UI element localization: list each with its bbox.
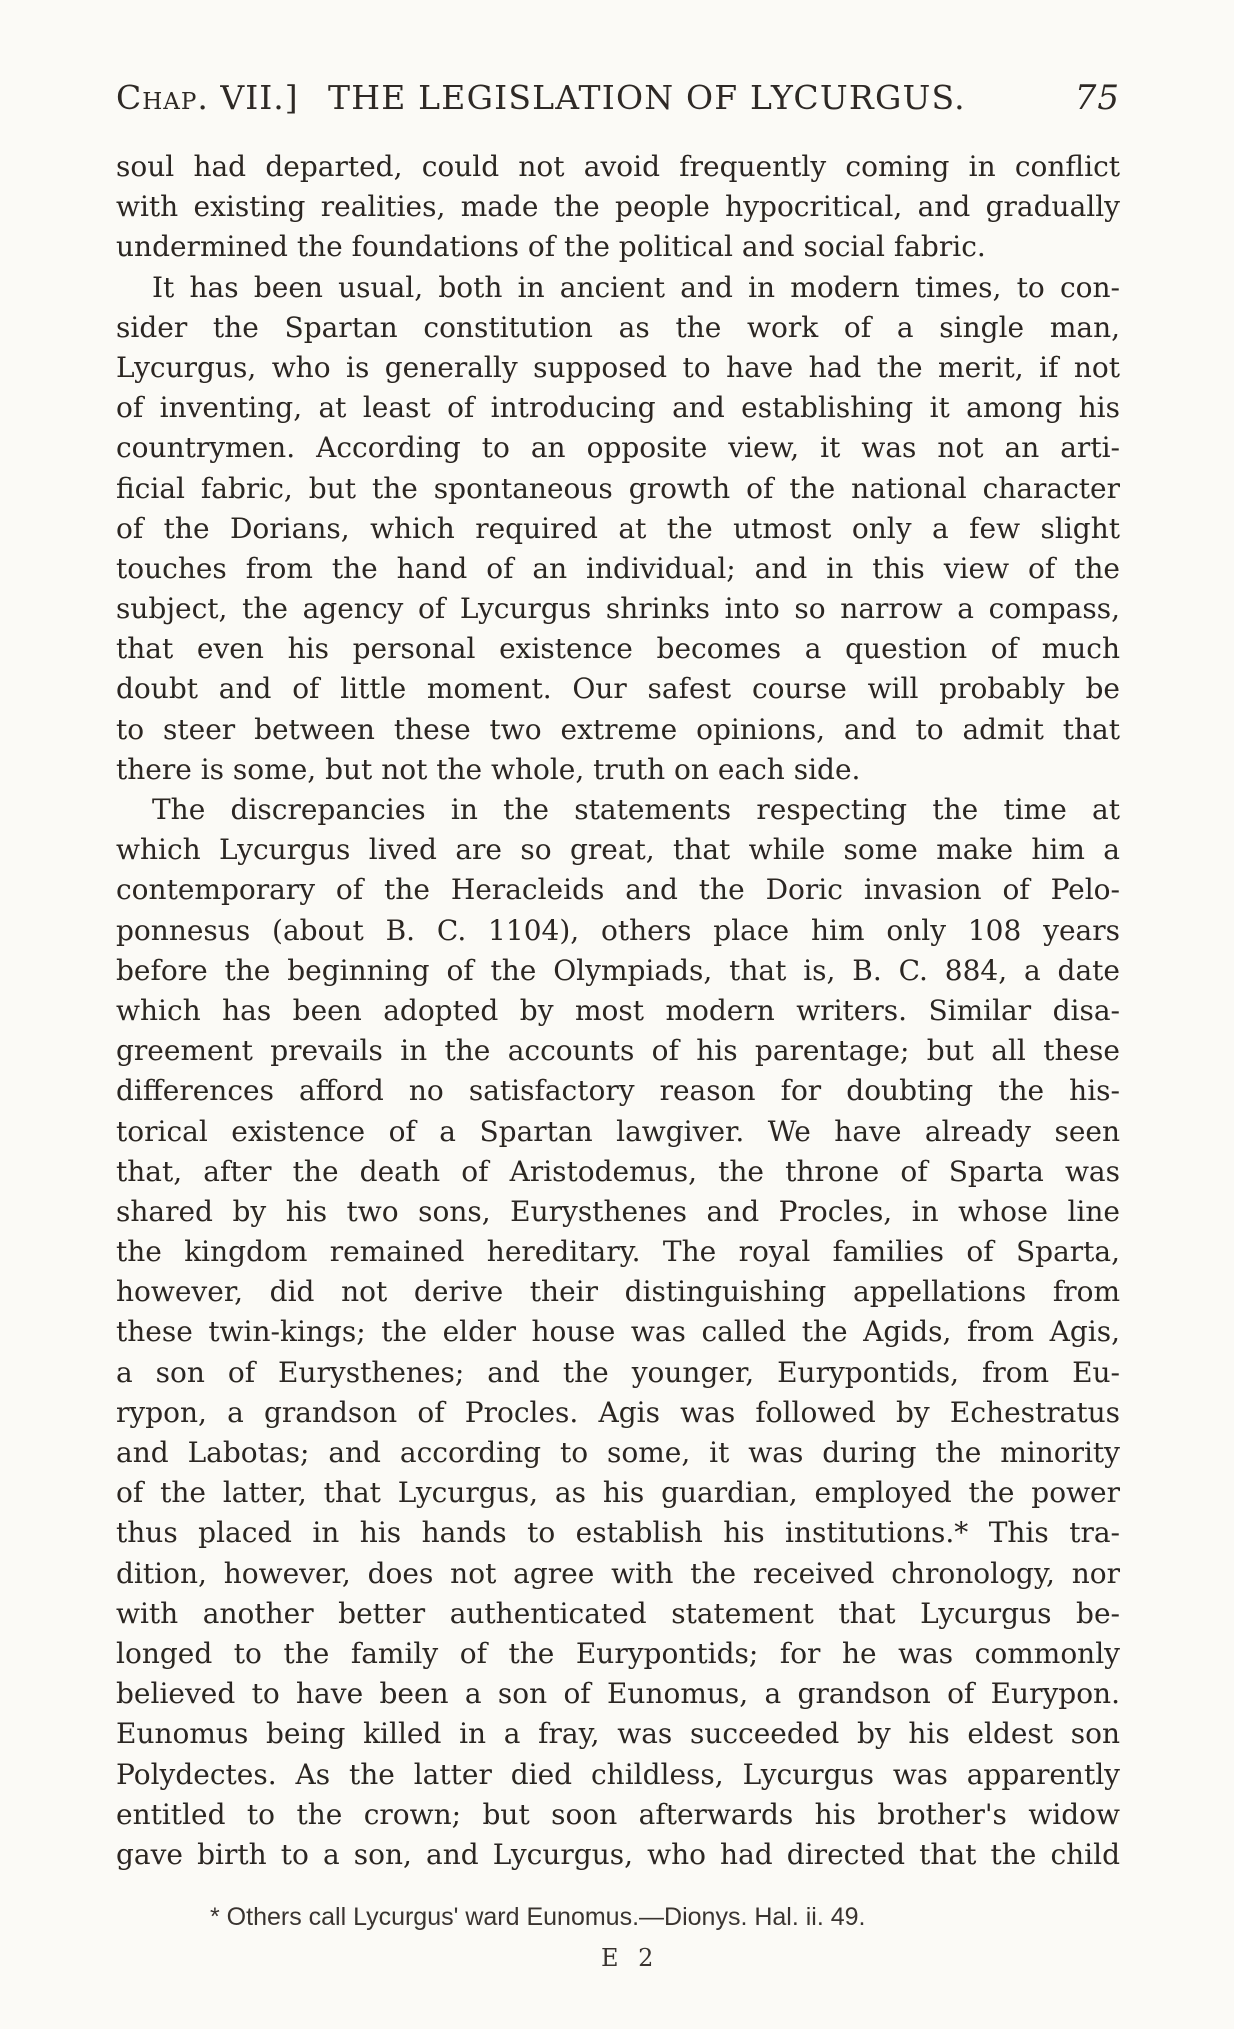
text-line: of the Dorians, which required at the utmost only a few slight bbox=[116, 511, 1120, 545]
text-line: touches from the hand of an individual; and in this view of the bbox=[116, 551, 1120, 585]
text-line: entitled to the crown; but soon afterwards his brother's widow bbox=[116, 1797, 1120, 1831]
text-line: believed to have been a son of Eunomus, a grandson of Eurypon. bbox=[116, 1677, 1120, 1711]
text-line: greement prevails in the accounts of his parentage; but all these bbox=[116, 1034, 1120, 1068]
running-header bbox=[116, 78, 1120, 128]
signature-mark: E 2 bbox=[601, 1944, 660, 1972]
text-line: dition, however, does not agree with the received chronology, nor bbox=[116, 1556, 1120, 1590]
text-line: that, after the death of Aristodemus, the throne of Sparta was bbox=[116, 1154, 1120, 1188]
text-line: the kingdom remained hereditary. The royal families of Sparta, bbox=[116, 1235, 1120, 1269]
text-line: before the beginning of the Olympiads, that is, B. C. 884, a date bbox=[116, 953, 1120, 987]
text-line: doubt and of little moment. Our safest course will probably be bbox=[116, 672, 1120, 706]
text-line: Eunomus being killed in a fray, was succeeded by his eldest son bbox=[116, 1717, 1120, 1751]
text-line: differences afford no satisfactory reason for doubting the his- bbox=[116, 1074, 1120, 1108]
text-line: to steer between these two extreme opinions, and to admit that bbox=[116, 712, 1120, 746]
text-line: with another better authenticated statement that Lycurgus be- bbox=[116, 1596, 1120, 1630]
page-number: 75 bbox=[1074, 78, 1120, 118]
text-line: longed to the family of the Eurypontids; for he was commonly bbox=[116, 1636, 1120, 1670]
text-line: with existing realities, made the people hypocritical, and gradually bbox=[116, 190, 1120, 224]
text-line: Lycurgus, who is generally supposed to have had the merit, if not bbox=[116, 350, 1120, 384]
text-line: undermined the foundations of the political and social fabric. bbox=[116, 230, 986, 264]
text-line: thus placed in his hands to establish his institutions.* This tra- bbox=[116, 1516, 1120, 1550]
text-line: there is some, but not the whole, truth on each side. bbox=[116, 752, 861, 786]
text-line: soul had departed, could not avoid frequently coming in conflict bbox=[116, 150, 1120, 183]
text-line: which has been adopted by most modern writers. Similar disa- bbox=[116, 993, 1120, 1027]
text-line: shared by his two sons, Eurysthenes and Procles, in whose line bbox=[116, 1194, 1120, 1228]
text-line: rypon, a grandson of Procles. Agis was followed by Echestratus bbox=[116, 1395, 1120, 1429]
text-line: and Labotas; and according to some, it was during the minority bbox=[116, 1436, 1120, 1469]
text-line: It has been usual, both in ancient and in modern times, to con- bbox=[152, 270, 1120, 304]
footnote: * Others call Lycurgus' ward Eunomus.—Dionys. Hal. ii. 49. bbox=[210, 1903, 866, 1931]
text-line: however, did not derive their distinguishing appellations from bbox=[116, 1275, 1120, 1309]
page-title: THE LEGISLATION OF LYCURGUS. bbox=[328, 78, 966, 117]
text-line: gave birth to a son, and Lycurgus, who had directed that the child bbox=[116, 1837, 1120, 1871]
text-line: Polydectes. As the latter died childless, Lycurgus was apparently bbox=[116, 1757, 1120, 1791]
text-line: of the latter, that Lycurgus, as his guardian, employed the power bbox=[116, 1476, 1120, 1510]
text-line: sider the Spartan constitution as the work of a single man, bbox=[116, 310, 1120, 344]
text-line: subject, the agency of Lycurgus shrinks into so narrow a compass, bbox=[116, 592, 1120, 626]
body-text bbox=[116, 147, 1120, 1875]
text-line: of inventing, at least of introducing and establishing it among his bbox=[116, 391, 1120, 425]
text-line: ficial fabric, but the spontaneous growth of the national character bbox=[116, 471, 1120, 505]
text-line: which Lycurgus lived are so great, that while some make him a bbox=[116, 833, 1120, 867]
text-line: that even his personal existence becomes a question of much bbox=[116, 632, 1120, 666]
chapter-label: Chap. VII.] bbox=[116, 78, 299, 117]
text-line: a son of Eurysthenes; and the younger, Eurypontids, from Eu- bbox=[116, 1355, 1120, 1389]
text-line: The discrepancies in the statements respecting the time at bbox=[152, 793, 1120, 826]
text-line: these twin-kings; the elder house was called the Agids, from Agis, bbox=[116, 1315, 1120, 1349]
text-line: contemporary of the Heracleids and the Doric invasion of Pelo- bbox=[116, 873, 1120, 907]
text-line: ponnesus (about B. C. 1104), others place him only 108 years bbox=[116, 913, 1120, 947]
text-line: torical existence of a Spartan lawgiver. We have already seen bbox=[116, 1114, 1120, 1148]
text-line: countrymen. According to an opposite view, it was not an arti- bbox=[116, 431, 1120, 465]
